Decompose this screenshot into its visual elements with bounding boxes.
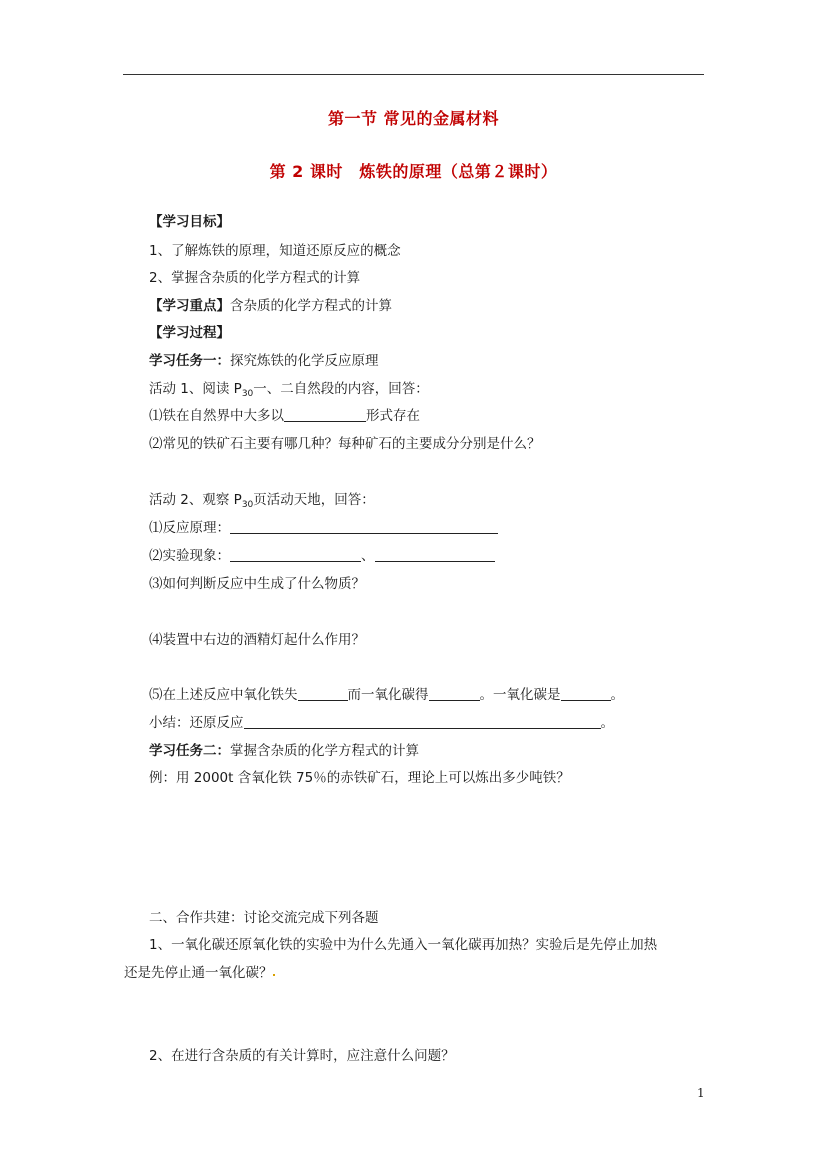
a2-q5-part-c: 。一氧化碳是: [479, 687, 561, 703]
focus-heading: 【学习重点】: [149, 298, 230, 314]
a2-question-3: ⑶如何判断反应中生成了什么物质？: [149, 576, 365, 592]
answer-blank[interactable]: [230, 547, 361, 562]
cooperation-question-1-line-1: 1、一氧化碳还原氧化铁的实验中为什么先通入一氧化碳再加热？实验后是先停止加热: [149, 937, 658, 953]
task1-heading: 学习任务一：: [149, 353, 230, 369]
objective-2: 2、掌握含杂质的化学方程式的计算: [149, 270, 361, 286]
header-rule: [123, 74, 704, 75]
q1-prefix: ⑴铁在自然界中大多以: [149, 408, 284, 424]
page-title: 第一节 常见的金属材料: [327, 109, 500, 128]
activity1-page-sub: 30: [241, 389, 254, 399]
focus-text: 含杂质的化学方程式的计算: [230, 298, 392, 314]
a2-q2-label: ⑵实验现象：: [149, 548, 230, 564]
answer-blank[interactable]: [561, 686, 611, 701]
task2-heading: 学习任务二：: [149, 743, 230, 759]
activity1-suffix: 一、二自然段的内容，回答：: [253, 381, 429, 397]
q1-suffix: 形式存在: [366, 408, 420, 424]
a2-q5-part-a: ⑸在上述反应中氧化铁失: [149, 687, 298, 703]
answer-blank[interactable]: [230, 519, 498, 534]
answer-blank[interactable]: [284, 407, 366, 422]
highlight-mark: [273, 974, 275, 976]
task1-text: 探究炼铁的化学反应原理: [230, 353, 379, 369]
coop-q1-line2-text: 还是先停止通一氧化碳？: [124, 965, 273, 981]
a2-q2-separator: 、: [361, 548, 375, 564]
summary-line: [149, 713, 614, 733]
objectives-heading: 【学习目标】: [149, 214, 230, 230]
activity2-page-sub: 30: [241, 500, 254, 510]
a2-q5-part-d: 。: [610, 687, 624, 703]
activity2-prefix: 活动 2、观察 P: [149, 492, 242, 508]
answer-blank[interactable]: [298, 686, 348, 701]
a2-question-2: [149, 546, 495, 566]
question-1: [149, 406, 420, 426]
a2-question-5: [149, 685, 624, 705]
focus-line: [149, 296, 392, 316]
summary-prefix: 小结：还原反应: [149, 715, 244, 731]
a2-q1-label: ⑴反应原理：: [149, 520, 230, 536]
answer-blank[interactable]: [244, 714, 601, 729]
a2-question-1: [149, 518, 498, 538]
task1-line: [149, 351, 379, 371]
cooperation-heading: 二、合作共建：讨论交流完成下列各题: [149, 910, 379, 926]
activity1-prefix: 活动 1、阅读 P: [149, 381, 242, 397]
answer-blank[interactable]: [375, 547, 495, 562]
a2-question-4: ⑷装置中右边的酒精灯起什么作用？: [149, 632, 365, 648]
a2-q5-part-b: 而一氧化碳得: [347, 687, 429, 703]
process-heading: 【学习过程】: [149, 325, 230, 341]
activity2-line: [149, 490, 375, 515]
question-2: ⑵常见的铁矿石主要有哪几种？每种矿石的主要成分分别是什么？: [149, 436, 541, 452]
objective-1: 1、了解炼铁的原理，知道还原反应的概念: [149, 243, 401, 259]
summary-suffix: 。: [600, 715, 614, 731]
activity2-suffix: 页活动天地，回答：: [253, 492, 375, 508]
page-number: 1: [697, 1086, 705, 1100]
cooperation-question-1-line-2: [124, 963, 275, 983]
task2-line: [149, 741, 419, 761]
answer-blank[interactable]: [429, 686, 480, 701]
activity1-line: [149, 379, 429, 404]
example-problem: 例：用 2000t 含氧化铁 75％的赤铁矿石，理论上可以炼出多少吨铁？: [149, 770, 570, 786]
lesson-subtitle: 第 2 课时 炼铁的原理（总第２课时）: [269, 162, 558, 181]
cooperation-question-2: 2、在进行含杂质的有关计算时，应注意什么问题？: [149, 1048, 455, 1064]
task2-text: 掌握含杂质的化学方程式的计算: [230, 743, 419, 759]
